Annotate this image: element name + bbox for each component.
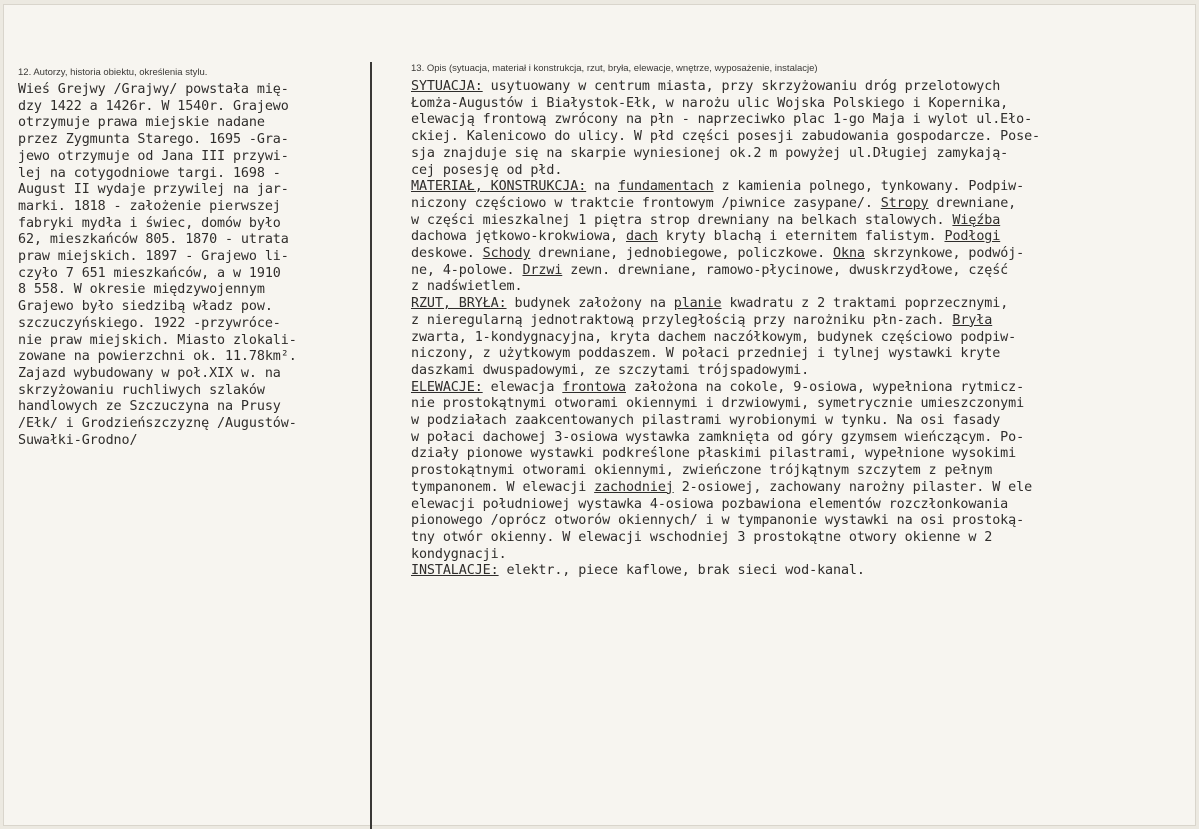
underlined-term: SYTUACJA: [411, 79, 483, 94]
section-13-heading: 13. Opis (sytuacja, materiał i konstrukcja, rzut, bryła, elewacje, wnętrze, wyposażenie, instalacje) [411, 63, 818, 74]
history-line: 62, mieszkańców 805. 1870 - utrata [18, 232, 289, 248]
text-segment: kondygnacji. [411, 546, 507, 562]
section-12-history-text [18, 82, 297, 449]
underlined-term: Stropy [880, 195, 929, 211]
history-line: skrzyżowaniu ruchliwych szlaków [18, 382, 265, 398]
underlined-term: INSTALACJE: [411, 563, 499, 579]
text-segment: drewniane, [928, 195, 1017, 211]
underlined-term: fundamentach [618, 179, 714, 195]
history-line: lej na cotygodniowe targi. 1698 - [18, 165, 281, 181]
section-12-heading: 12. Autorzy, historia obiektu, określenia stylu. [18, 67, 208, 78]
underlined-term: Schody [482, 246, 531, 262]
description-line [411, 380, 1040, 397]
underlined-term: MATERIAŁ, KONSTRUKCJA: [411, 179, 587, 195]
description-line [411, 396, 1040, 413]
text-segment: zwarta, 1-kondygnacyjna, kryta dachem naczółkowym, budynek częściowo podpiw- [411, 329, 1017, 345]
history-line: Wieś Grejwy /Grajwy/ powstała mię- [18, 82, 289, 97]
underlined-term: frontowa [562, 379, 626, 395]
underlined-term: Okna [833, 246, 865, 262]
text-segment: z nadświetlem. [411, 279, 523, 295]
text-segment: cej posesję od płd. [411, 162, 563, 178]
history-line: zowane na powierzchni ok. 11.78km². [18, 349, 297, 365]
description-line [411, 129, 1040, 146]
underlined-term: zachodniej [594, 479, 674, 495]
description-line [411, 313, 1040, 330]
text-segment: w połaci dachowej 3-osiowa wystawka zamknięta od góry gzymsem wieńczącym. Po- [411, 429, 1025, 445]
text-segment: ne, 4-polowe. [411, 262, 523, 278]
description-line [411, 263, 1040, 280]
text-segment: pionowego /oprócz otworów okiennych/ i w tympanonie wystawki na osi prostoką- [411, 513, 1025, 529]
history-line: handlowych ze Szczuczyna na Prusy [18, 399, 281, 415]
text-segment: kwadratu z 2 traktami poprzecznymi, [721, 296, 1009, 312]
description-line [411, 446, 1040, 463]
underlined-term: RZUT, BRYŁA: [411, 296, 507, 312]
text-segment: usytuowany w centrum miasta, przy skrzyżowaniu dróg przelotowych [482, 79, 1001, 94]
description-line [411, 229, 1040, 246]
text-segment: prostokątnymi otworami okiennymi, zwieńczone trójkątnym szczytem z pełnym [411, 463, 993, 479]
history-line: dzy 1422 a 1426r. W 1540r. Grajewo [18, 98, 289, 114]
text-segment: ckiej. Kalenicowo do ulicy. W płd części posesji zabudowania gospodarcze. Pose- [411, 129, 1040, 145]
underlined-term: planie [673, 296, 722, 312]
text-segment: drewniane, jednobiegowe, policzkowe. [530, 246, 834, 262]
history-line: 8 558. W okresie międzywojennym [18, 282, 265, 298]
text-segment: niczony częściowo w traktcie frontowym /piwnice zasypane/. [411, 195, 881, 211]
description-line [411, 163, 1040, 180]
section-13-description-text [411, 79, 1040, 580]
history-line: czyło 7 651 mieszkańców, a w 1910 [18, 265, 281, 281]
description-line [411, 413, 1040, 430]
history-line: praw miejskich. 1897 - Grajewo li- [18, 249, 289, 265]
history-line: August II wydaje przywilej na jar- [18, 182, 289, 198]
text-segment: niczony, z użytkowym poddaszem. W połaci przedniej i tylnej wystawki kryte [411, 346, 1001, 362]
text-segment: tympanonem. W elewacji [411, 479, 595, 495]
description-line [411, 246, 1040, 263]
text-segment: Łomża-Augustów i Białystok-Ełk, w narożu ulic Wojska Polskiego i Kopernika, [411, 95, 1009, 111]
description-line [411, 513, 1040, 530]
text-segment: z nieregularną jednotraktową przyległością przy narożniku płn-zach. [411, 312, 953, 328]
text-segment: elewacją frontową zwrócony na płn - naprzeciwko plac 1-go Maja i wylot ul.Eło- [411, 112, 1033, 128]
history-line: nie praw miejskich. Miasto zlokali- [18, 332, 297, 348]
history-line: otrzymuje prawa miejskie nadane [18, 115, 265, 131]
description-line [411, 547, 1040, 564]
text-segment: w podziałach zaakcentowanych pilastrami wyrobionymi w tynku. Na osi fasady [411, 413, 1001, 429]
text-segment: na [586, 179, 619, 195]
history-line: fabryki mydła i świec, domów było [18, 215, 281, 231]
description-line [411, 346, 1040, 363]
text-segment: nie prostokątnymi otworami okiennymi i drzwiowymi, symetrycznie umieszczonymi [411, 396, 1025, 412]
text-segment: z kamienia polnego, tynkowany. Podpiw- [713, 179, 1025, 195]
text-segment: elewacji południowej wystawka 4-osiowa pozbawiona elementów rozczłonkowania [411, 496, 1009, 512]
text-segment: daszkami dwuspadowymi, ze szczytami trójspadowymi. [411, 362, 810, 378]
description-line [411, 196, 1040, 213]
history-line: Grajewo było siedzibą władz pow. [18, 299, 273, 315]
text-segment: 2-osiowej, zachowany narożny pilaster. W ele [673, 479, 1033, 495]
description-line [411, 179, 1040, 196]
text-segment: dachowa jętkowo-krokwiowa, [411, 229, 626, 245]
history-line: marki. 1818 - założenie pierwszej [18, 198, 281, 214]
description-line [411, 563, 1040, 580]
description-line [411, 463, 1040, 480]
history-line: przez Zygmunta Starego. 1695 -Gra- [18, 132, 289, 148]
text-segment: elewacja [482, 379, 563, 395]
description-line [411, 430, 1040, 447]
column-divider [370, 62, 372, 829]
description-line [411, 330, 1040, 347]
underlined-term: dach [625, 229, 658, 245]
underlined-term: ELEWACJE: [411, 379, 483, 395]
text-segment: sja znajduje się na skarpie wyniesionej ok.2 m powyżej ul.Długiej zamykają- [411, 145, 1009, 161]
description-line [411, 146, 1040, 163]
description-line [411, 296, 1040, 313]
description-line [411, 112, 1040, 129]
description-line [411, 530, 1040, 547]
text-segment: skrzynkowe, podwój- [864, 246, 1025, 262]
history-line: Zajazd wybudowany w poł.XIX w. na [18, 365, 281, 381]
description-line [411, 497, 1040, 514]
text-segment: deskowe. [411, 246, 483, 262]
text-segment: w części mieszkalnej 1 piętra strop drewniany na belkach stalowych. [411, 212, 953, 228]
text-segment: elektr., piece kaflowe, brak sieci wod-kanal. [498, 563, 865, 579]
description-line [411, 279, 1040, 296]
text-segment: tny otwór okienny. W elewacji wschodniej 3 prostokątne otwory okienne w 2 [411, 529, 993, 545]
text-segment: kryty blachą i eternitem falistym. [657, 229, 945, 245]
description-line [411, 480, 1040, 497]
history-line: jewo otrzymuje od Jana III przywi- [18, 148, 289, 164]
text-segment: zewn. drewniane, ramowo-płycinowe, dwuskrzydłowe, część [562, 262, 1009, 278]
underlined-term: Bryła [952, 312, 993, 328]
text-segment: działy pionowe wystawki podkreślone płaskimi pilastrami, wypełnione wysokimi [411, 446, 1017, 462]
text-segment: budynek założony na [506, 296, 674, 312]
description-line [411, 96, 1040, 113]
text-segment: założona na cokole, 9-osiowa, wypełniona rytmicz- [626, 379, 1025, 395]
history-line: Suwałki-Grodno/ [18, 432, 138, 448]
description-line [411, 363, 1040, 380]
underlined-term: Drzwi [522, 262, 563, 278]
description-line [411, 79, 1040, 96]
history-line: szczuczyńskiego. 1922 -przywróce- [18, 315, 281, 331]
underlined-term: Podłogi [944, 229, 1001, 245]
history-line: /Ełk/ i Grodzieńszczyznę /Augustów- [18, 416, 297, 432]
description-line [411, 213, 1040, 230]
underlined-term: Więźba [952, 212, 1001, 228]
